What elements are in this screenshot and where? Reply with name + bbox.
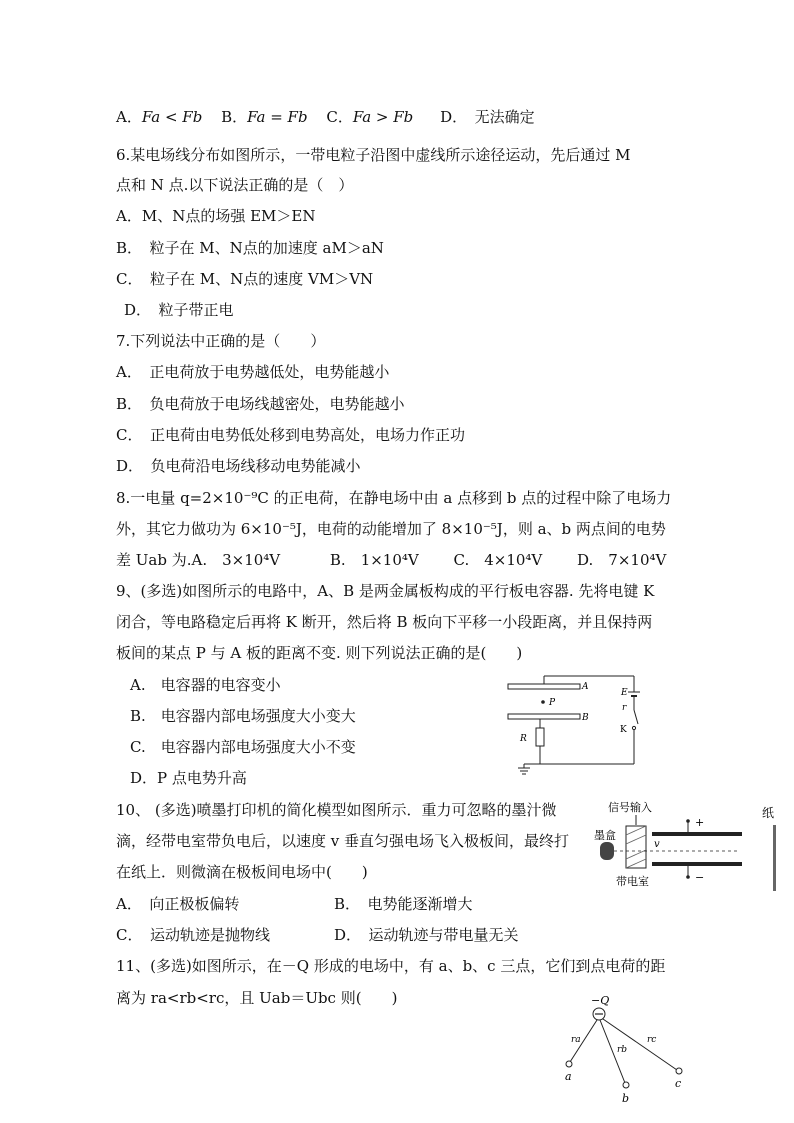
- label-p: P: [549, 698, 556, 708]
- q11-charge-figure: [555, 990, 695, 1110]
- positive-plate: [652, 832, 742, 836]
- label-r-resistor: R: [520, 734, 527, 744]
- q7-option-c: C． 正电荷由电势低处移到电势高处，电场力作正功: [116, 426, 465, 444]
- q8-stem-3: 差 Uab 为.A. 3×10⁴V B. 1×10⁴V C. 4×10⁴V D. 7×10⁴V: [116, 551, 667, 569]
- q9-option-a: A. 电容器的电容变小: [130, 676, 281, 694]
- paper: [773, 825, 776, 891]
- q6-option-a: A．M、N点的场强 EM＞EN: [116, 207, 316, 225]
- q10-stem-1: 10、 (多选)喷墨打印机的简化模型如图所示．重力可忽略的墨汁微: [116, 801, 557, 819]
- point-c: [676, 1068, 682, 1074]
- q9-circuit-figure: [500, 668, 650, 780]
- label-velocity: v: [654, 839, 660, 850]
- plate-a: [508, 684, 580, 689]
- q6-option-c: C． 粒子在 M、N点的速度 VM＞VN: [116, 270, 374, 288]
- q5-option-b-expr: Fa = Fb: [247, 108, 308, 126]
- q9-option-b: B. 电容器内部电场强度大小变大: [130, 707, 356, 725]
- q5-options: [116, 107, 535, 127]
- q9-stem-2: 闭合，等电路稳定后再将 K 断开，然后将 B 板向下平移一小段距离，并且保持两: [116, 613, 653, 631]
- label-plus: +: [695, 816, 705, 829]
- q5-option-c-expr: Fa > Fb: [352, 108, 414, 126]
- q7-option-b: B． 负电荷放于电场线越密处，电势能越小: [116, 395, 405, 413]
- negative-plate: [652, 862, 742, 866]
- q6-stem-1: 6.某电场线分布如图所示，一带电粒子沿图中虚线所示途径运动，先后通过 M: [116, 146, 631, 164]
- point-p: [541, 700, 545, 704]
- q6-option-d: D． 粒子带正电: [124, 301, 234, 319]
- label-ink-box: 墨盒: [594, 829, 616, 842]
- label-e: E: [621, 688, 628, 698]
- q9-stem-1: 9、(多选)如图所示的电路中，A、B 是两金属板构成的平行板电容器. 先将电键 K: [116, 582, 655, 600]
- q9-option-c: C. 电容器内部电场强度大小不变: [130, 738, 356, 756]
- q5-option-b: B．: [221, 108, 248, 126]
- label-negative-q: −Q: [591, 994, 610, 1007]
- q9-option-d: D．P 点电势升高: [130, 769, 247, 787]
- q9-stem-3: 板间的某点 P 与 A 板的距离不变. 则下列说法正确的是( ): [116, 644, 523, 662]
- q10-inkjet-figure: [590, 795, 790, 895]
- label-a: A: [582, 682, 589, 692]
- q10-stem-2: 滴，经带电室带负电后，以速度 v 垂直匀强电场飞入极板间，最终打: [116, 832, 570, 850]
- ink-drop-icon: [600, 842, 614, 860]
- label-paper: 纸: [762, 806, 775, 820]
- q7-stem: 7.下列说法中正确的是（ ）: [116, 332, 326, 350]
- q10-option-b: B． 电势能逐渐增大: [334, 895, 473, 913]
- q10-option-d: D． 运动轨迹与带电量无关: [334, 926, 519, 944]
- label-minus: −: [695, 871, 705, 884]
- label-ra: ra: [571, 1035, 581, 1045]
- q6-stem-2: 点和 N 点.以下说法正确的是（ ）: [116, 176, 354, 194]
- label-signal-input: 信号输入: [608, 801, 652, 814]
- point-b: [623, 1082, 629, 1088]
- q5-option-a: A．: [116, 108, 142, 126]
- label-charge-chamber: 带电室: [616, 875, 649, 888]
- q6-option-b: B． 粒子在 M、N点的加速度 aM＞aN: [116, 239, 384, 257]
- q5-option-a-expr: Fa < Fb: [141, 108, 203, 126]
- q10-option-c: C． 运动轨迹是抛物线: [116, 926, 270, 944]
- label-b: b: [622, 1092, 630, 1105]
- label-b: B: [582, 713, 589, 723]
- q7-option-a: A． 正电荷放于电势越低处，电势能越小: [116, 363, 390, 381]
- label-c: c: [675, 1077, 682, 1090]
- q10-stem-3: 在纸上．则微滴在极板间电场中( ): [116, 863, 368, 881]
- point-a: [566, 1061, 572, 1067]
- q5-option-c: C．: [326, 108, 353, 126]
- q8-stem-2: 外，其它力做功为 6×10⁻⁵J，电荷的动能增加了 8×10⁻⁵J，则 a、b 两点间的电势: [116, 520, 666, 538]
- label-a: a: [565, 1070, 572, 1083]
- q7-option-d: D． 负电荷沿电场线移动电势能减小: [116, 457, 361, 475]
- label-k: K: [620, 725, 627, 735]
- label-rb: rb: [617, 1045, 628, 1055]
- label-rc: rc: [647, 1035, 657, 1045]
- plate-b: [508, 714, 580, 719]
- label-r-internal: r: [622, 703, 627, 713]
- q8-stem-1: 8.一电量 q=2×10⁻⁹C 的正电荷，在静电场中由 a 点移到 b 点的过程中除了电场力: [116, 489, 672, 507]
- q11-stem-1: 11、(多选)如图所示，在－Q 形成的电场中，有 a、b、c 三点，它们到点电荷的距: [116, 957, 666, 975]
- q10-option-a: A． 向正极板偏转: [116, 895, 240, 913]
- charging-chamber: [626, 826, 646, 868]
- q11-stem-2: 离为 ra<rb<rc，且 Uab＝Ubc 则( ): [116, 989, 398, 1007]
- resistor-r: [536, 728, 544, 746]
- q5-option-d: D． 无法确定: [440, 108, 535, 126]
